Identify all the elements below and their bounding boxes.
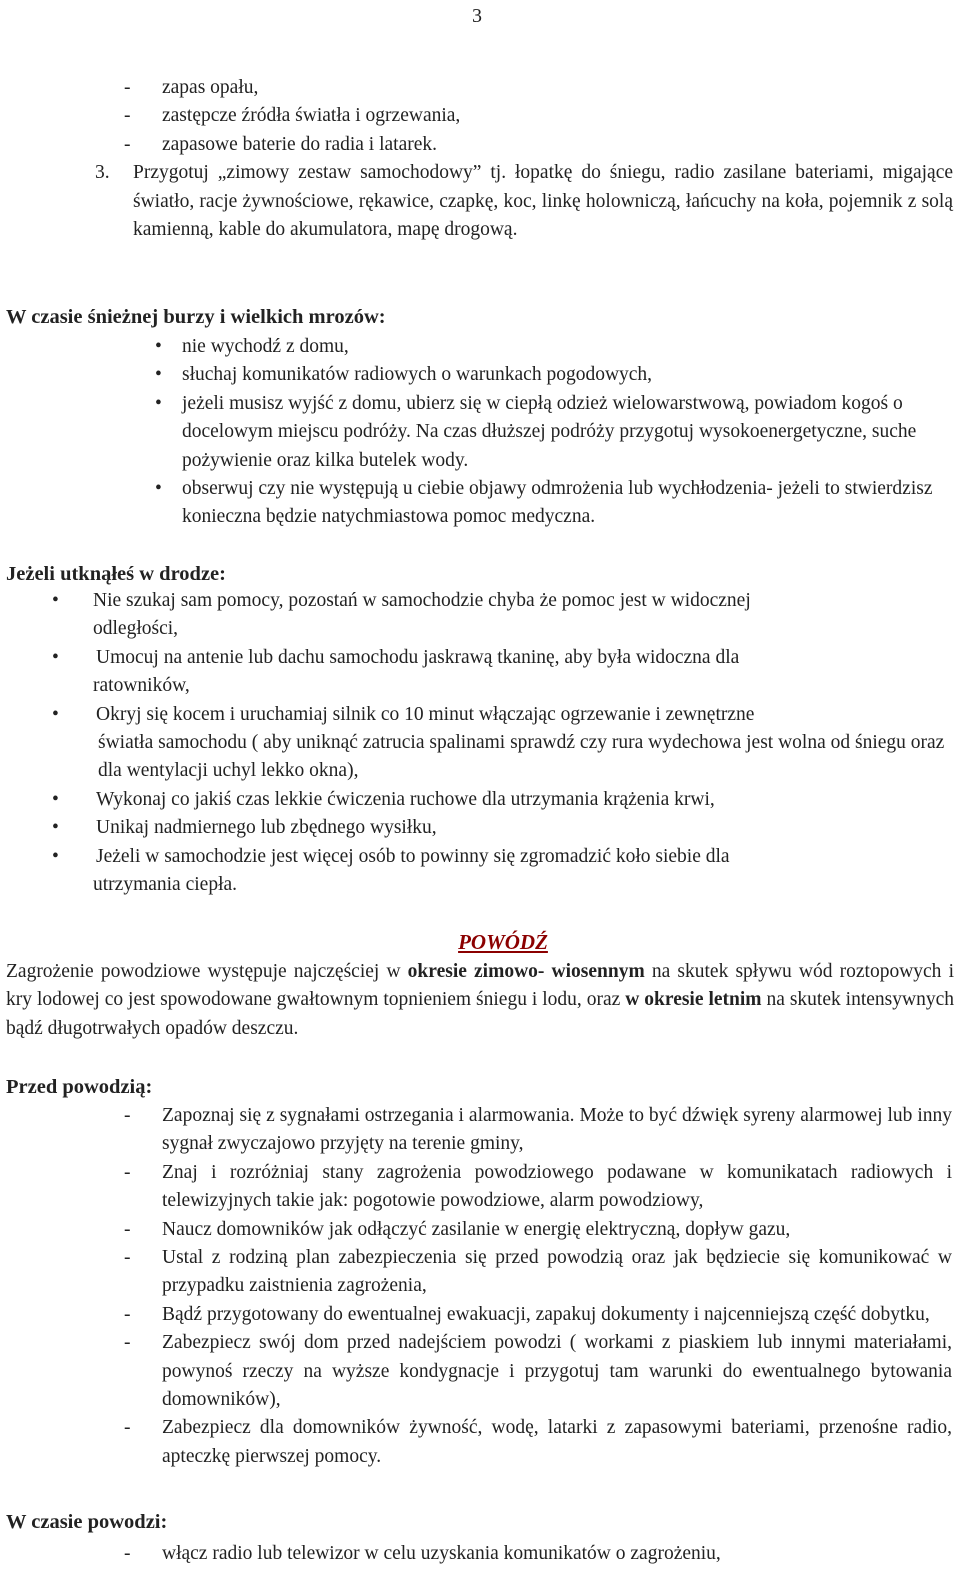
item-line: światła samochodu ( aby uniknąć zatrucia spalinami sprawdź czy rura wydechowa jest wolna od śniegu oraz dla wentylacji uchyl lekko okna),	[98, 732, 945, 782]
list-item: - Znaj i rozróżniaj stany zagrożenia powodziowego podawane w komunikatach radiowych i telewizyjnych takie jak: pogotowie powodziowe, alarm powodziowy,	[0, 1159, 960, 1216]
stuck-list	[0, 587, 960, 899]
item-line: Unikaj nadmiernego lub zbędnego wysiłku,	[96, 817, 437, 839]
list-item: • słuchaj komunikatów radiowych o warunkach pogodowych,	[0, 361, 960, 389]
item-line: odległości,	[93, 618, 179, 640]
list-item	[0, 786, 960, 814]
during-flood-list	[0, 1540, 960, 1568]
storm-heading: W czasie śnieżnej burzy i wielkich mrozów:	[6, 306, 386, 328]
flood-title: POWÓDŹ	[458, 930, 548, 954]
list-item: • obserwuj czy nie występują u ciebie objawy odmrożenia lub wychłodzenia- jeżeli to stwierdzisz konieczna będzie natychmiastowa pomoc medyczna.	[0, 475, 960, 532]
item-line: utrzymania ciepła.	[93, 874, 238, 896]
item-line: Jeżeli w samochodzie jest więcej osób to powinny się zgromadzić koło siebie dla	[96, 845, 730, 867]
list-item: - zapas opału,	[0, 74, 960, 102]
paragraph-bold: w okresie letnim	[625, 989, 762, 1011]
paragraph-text: na skutek intensywnych bądź długotrwałych opadów deszczu.	[6, 989, 955, 1039]
list-item: - zapasowe baterie do radia i latarek.	[0, 131, 960, 159]
list-item	[0, 587, 960, 644]
item-line: ratowników,	[93, 675, 190, 697]
before-flood-list	[0, 1102, 960, 1471]
list-item	[0, 644, 960, 701]
paragraph-bold: okresie zimowo- wiosennym	[407, 961, 645, 982]
list-item: - włącz radio lub telewizor w celu uzyskania komunikatów o zagrożeniu,	[0, 1540, 960, 1568]
item-line: Umocuj na antenie lub dachu samochodu jaskrawą tkaninę, aby była widoczna dla	[96, 646, 740, 668]
list-item: - Naucz domowników jak odłączyć zasilanie w energię elektryczną, dopływ gazu,	[0, 1216, 960, 1244]
numbered-item	[0, 159, 960, 244]
list-item	[0, 701, 960, 786]
list-item: • jeżeli musisz wyjść z domu, ubierz się w ciepłą odzież wielowarstwową, powiadom kogoś o docelowym miejscu podróży. Na czas dłuższej podróży przygotuj wysokoenergetyczne, suche pożywienie oraz kilka butelek wody.	[0, 390, 960, 475]
stuck-heading: Jeżeli utknąłeś w drodze:	[6, 563, 226, 585]
list-item: - Zapoznaj się z sygnałami ostrzegania i alarmowania. Może to być dźwięk syreny alarmowej lub inny sygnał zwyczajowo przyjęty na terenie gminy,	[0, 1102, 960, 1159]
list-item: - Zabezpiecz dla domowników żywność, wodę, latarki z zapasowymi bateriami, przenośne radio, apteczkę pierwszej pomocy.	[0, 1414, 960, 1471]
flood-paragraph	[6, 958, 954, 1043]
during-flood-heading: W czasie powodzi:	[6, 1511, 168, 1533]
list-item: • nie wychodź z domu,	[0, 333, 960, 361]
item-number: 3.	[95, 162, 110, 184]
list-item: - zastępcze źródła światła i ogrzewania,	[0, 102, 960, 130]
list-item	[0, 814, 960, 842]
list-item: - Ustal z rodziną plan zabezpieczenia się przed powodzią oraz jak będziecie się komunikować w przypadku zaistnienia zagrożenia,	[0, 1244, 960, 1301]
paragraph-text: Zagrożenie powodziowe występuje najczęściej w	[6, 961, 408, 982]
paragraph-text: na skutek spływu wód roztopowych i kry lodowej co jest spowodowane gwałtownym topnieniem śniegu i lodu, oraz	[6, 961, 954, 1011]
list-item: - Zabezpiecz swój dom przed nadejściem powodzi ( workami z piaskiem lub innymi materiałami, powynoś rzeczy na wyższe kondygnacje i przygotuj tam warunki do ewentualnego bytowania domowników),	[0, 1329, 960, 1414]
item-line: Nie szukaj sam pomocy, pozostań w samochodzie chyba że pomoc jest w widocznej	[93, 590, 751, 611]
item-line: Okryj się kocem i uruchamiaj silnik co 10 minut włączając ogrzewanie i zewnętrzne	[96, 703, 755, 725]
item-line: Wykonaj co jakiś czas lekkie ćwiczenia ruchowe dla utrzymania krążenia krwi,	[96, 788, 715, 810]
item-text: Przygotuj „zimowy zestaw samochodowy” tj. łopatkę do śniegu, radio zasilane bateriami, migające światło, racje żywnościowe, rękawice, czapkę, koc, linkę holowniczą, łańcuchy na koła, pojemnik z solą kamienną, kable do akumulatora, mapę drogową.	[133, 162, 953, 241]
list-item	[0, 843, 960, 900]
supplies-list	[0, 74, 960, 244]
page-number: 3	[472, 5, 482, 27]
storm-list	[0, 333, 960, 532]
before-flood-heading: Przed powodzią:	[6, 1076, 153, 1098]
list-item: - Bądź przygotowany do ewentualnej ewakuacji, zapakuj dokumenty i najcenniejszą część dobytku,	[0, 1301, 960, 1329]
